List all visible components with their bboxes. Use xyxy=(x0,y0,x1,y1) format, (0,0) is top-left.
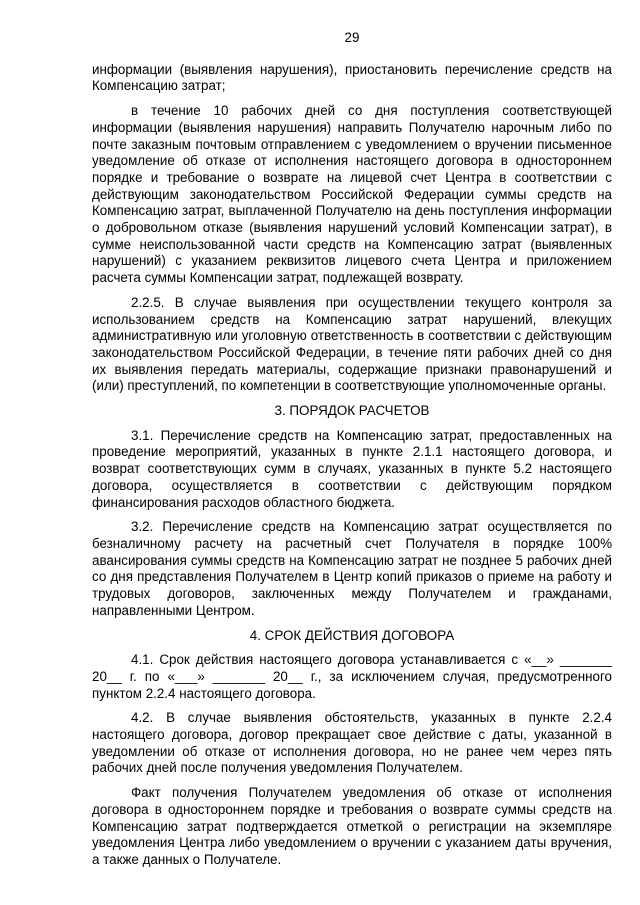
paragraph-receipt-fact: Факт получения Получателем уведомления об отказе от исполнения договора в одностороннем порядке и требования о возврате суммы средств на Компенсацию затрат подтверждается отметкой о регистрации на экземпляре уведомления Центра либо уведомлением о вручении с указанием даты вручения, а также данных о Получателе. xyxy=(92,785,612,867)
page-number: 29 xyxy=(344,30,360,45)
section-4-heading: 4. СРОК ДЕЙСТВИЯ ДОГОВОРА xyxy=(249,627,455,643)
paragraph-4-1: 4.1. Срок действия настоящего договора устанавливается с «__» _______ 20__ г. по «___» _______ 20__ г., за исключением случая, предусмотренного пунктом 2.2.4 настоящего договора. xyxy=(92,652,612,701)
paragraph-4-2: 4.2. В случае выявления обстоятельств, указанных в пункте 2.2.4 настоящего договора, договор прекращает свое действие с даты, указанной в уведомлении об отказе от исполнения договора, но не ранее чем через пять рабочих дней после получения уведомления Получателем. xyxy=(92,710,612,776)
paragraph-return-notice: в течение 10 рабочих дней со дня поступления соответствующей информации (выявления нарушения) направить Получателю нарочным либо по почте заказным почтовым отправлением с уведомлением о вручении письменное уведомление об отказе от исполнения настоящего договора в одностороннем порядке и требование о возврате на лицевой счет Центра в соответствии с действующим законодательством Российской Федерации суммы средств на Компенсацию затрат, выплаченной Получателю на день поступления информации о добровольном отказе (выявления нарушений условий Компенсации затрат), в сумме неиспользованной части средств на Компенсацию затрат (выявленных нарушений) с указанием реквизитов лицевого счета Центра и приложением расчета суммы Компенсации затрат, подлежащей возврату. xyxy=(92,103,612,286)
paragraph-continuation: информации (выявления нарушения), приостановить перечисление средств на Компенсацию затрат; xyxy=(92,61,612,94)
paragraph-3-2: 3.2. Перечисление средств на Компенсацию затрат осуществляется по безналичному расчету на расчетный счет Получателя в порядке 100% авансирования суммы средств на Компенсацию затрат не позднее 5 рабочих дней со дня представления Получателем в Центр копий приказов о приеме на работу и трудовых договоров, заключенных между Получателем и гражданами, направленными Центром. xyxy=(92,519,612,618)
section-3-heading: 3. ПОРЯДОК РАСЧЕТОВ xyxy=(274,403,430,419)
paragraph-3-1: 3.1. Перечисление средств на Компенсацию затрат, предоставленных на проведение мероприятий, указанных в пункте 2.1.1 настоящего договора, и возврат соответствующих сумм в случаях, указанных в пункте 5.2 настоящего договора, осуществляется в соответствии с действующим порядком финансирования расходов областного бюджета. xyxy=(92,427,612,510)
paragraph-2-2-5: 2.2.5. В случае выявления при осуществлении текущего контроля за использованием средств на Компенсацию затрат нарушений, влекущих административную или уголовную ответственность в соответствии с действующим законодательством Российской Федерации, в течение пяти рабочих дней со дня их выявления передать материалы, содержащие признаки правонарушений и (или) преступлений, по компетенции в соответствующие уполномоченные органы. xyxy=(92,294,612,394)
